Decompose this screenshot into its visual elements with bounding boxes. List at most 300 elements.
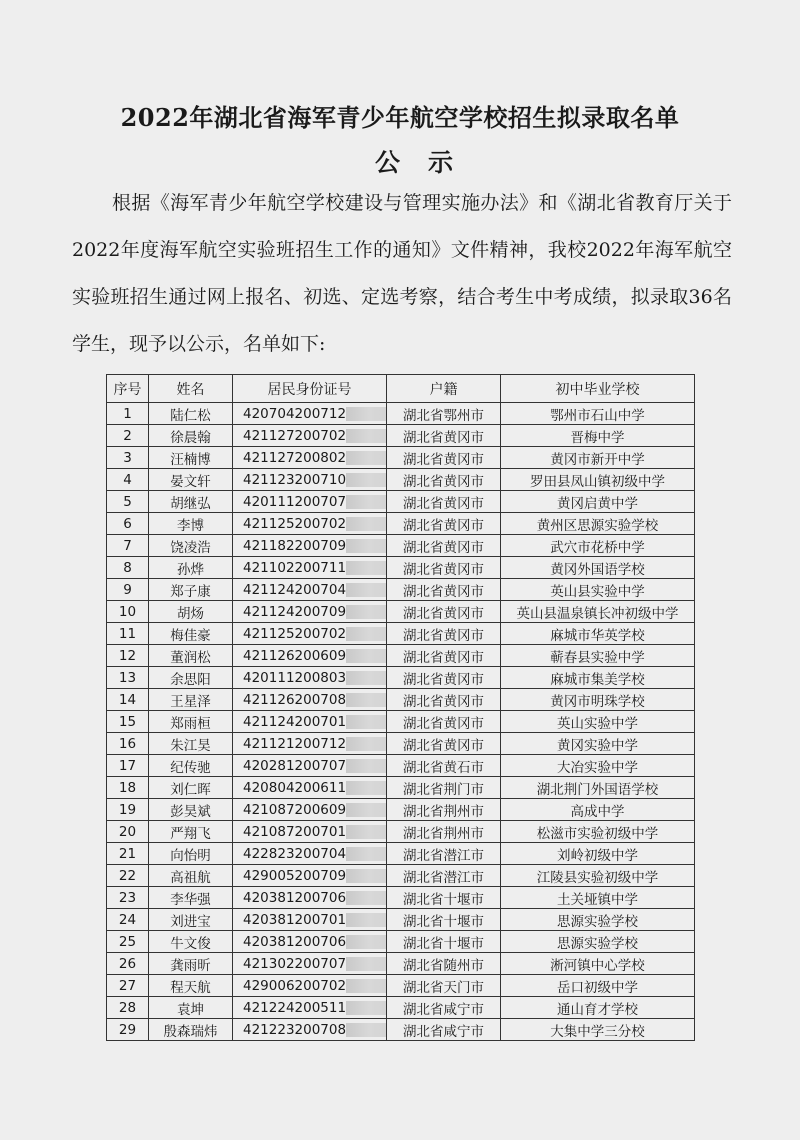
cell-id (233, 821, 387, 843)
cell-no-text: 22 (118, 867, 137, 884)
cell-name (149, 535, 233, 557)
cell-id-text: 420281200707 (243, 757, 347, 774)
cell-name-text: 郑雨桓 (170, 715, 211, 732)
cell-hukou-text: 湖北省黄石市 (403, 759, 484, 776)
redaction-mask (346, 649, 386, 663)
cell-id (233, 1019, 387, 1041)
cell-no-text: 29 (118, 1021, 137, 1038)
cell-id-text: 420381200701 (243, 911, 347, 928)
cell-hukou (387, 579, 501, 601)
cell-hukou-text: 湖北省黄冈市 (403, 473, 484, 490)
redaction-mask (346, 979, 386, 993)
cell-id (233, 887, 387, 909)
cell-no-text: 8 (123, 559, 132, 576)
cell-school-text: 淅河镇中心学校 (550, 957, 645, 974)
cell-name (149, 777, 233, 799)
redaction-mask (346, 737, 386, 751)
cell-id (233, 777, 387, 799)
cell-hukou (387, 909, 501, 931)
cell-name (149, 601, 233, 623)
header-no: 序号 (107, 375, 149, 403)
cell-name (149, 623, 233, 645)
cell-hukou-text: 湖北省黄冈市 (403, 561, 484, 578)
cell-hukou (387, 1019, 501, 1041)
cell-no-text: 24 (118, 911, 137, 928)
cell-id (233, 843, 387, 865)
cell-name (149, 491, 233, 513)
cell-no-text: 27 (118, 977, 137, 994)
table-row (107, 755, 695, 777)
table-row (107, 711, 695, 733)
cell-id (233, 403, 387, 425)
cell-no-text: 11 (118, 625, 137, 642)
table-row (107, 865, 695, 887)
cell-id-text: 421123200710 (243, 471, 347, 488)
cell-id (233, 645, 387, 667)
cell-no-text: 21 (118, 845, 137, 862)
cell-id (233, 535, 387, 557)
redaction-mask (346, 1023, 386, 1037)
cell-hukou-text: 湖北省十堰市 (403, 891, 484, 908)
redaction-mask (346, 517, 386, 531)
table-row (107, 689, 695, 711)
table-row (107, 887, 695, 909)
table-row (107, 667, 695, 689)
cell-id-text: 421102200711 (243, 559, 347, 576)
cell-id (233, 491, 387, 513)
cell-no-text: 25 (118, 933, 137, 950)
cell-no-text: 18 (118, 779, 137, 796)
cell-id-text: 421126200708 (243, 691, 347, 708)
cell-hukou (387, 975, 501, 997)
cell-no-text: 23 (118, 889, 137, 906)
cell-no (107, 535, 149, 557)
cell-school (501, 909, 695, 931)
table-row (107, 733, 695, 755)
cell-school-text: 刘岭初级中学 (557, 847, 638, 864)
cell-name-text: 高祖航 (170, 869, 211, 886)
cell-name-text: 陆仁松 (170, 407, 211, 424)
cell-hukou-text: 湖北省黄冈市 (403, 649, 484, 666)
cell-no (107, 799, 149, 821)
intro-paragraph: 根据《海军青少年航空学校建设与管理实施办法》和《湖北省教育厅关于2022年度海军航空实验班招生工作的通知》文件精神，我校2022年海军航空实验班招生通过网上报名、初选、定选考察，结合考生中考成绩，拟录取36名学生，现予以公示，名单如下: (72, 192, 732, 355)
table-row (107, 909, 695, 931)
cell-name-text: 董润松 (170, 649, 211, 666)
cell-hukou (387, 953, 501, 975)
cell-id-text: 421125200702 (243, 625, 347, 642)
cell-name-text: 胡继弘 (170, 495, 211, 512)
redaction-mask (346, 715, 386, 729)
redaction-mask (346, 693, 386, 707)
cell-school-text: 英山县实验中学 (550, 583, 645, 600)
cell-id-text: 421182200709 (243, 537, 347, 554)
cell-name (149, 931, 233, 953)
cell-no (107, 1019, 149, 1041)
cell-school-text: 蕲春县实验中学 (550, 649, 645, 666)
redaction-mask (346, 847, 386, 861)
cell-name-text: 晏文轩 (170, 473, 211, 490)
cell-no (107, 557, 149, 579)
cell-id (233, 579, 387, 601)
cell-name-text: 胡炀 (177, 605, 204, 622)
cell-hukou-text: 湖北省荆州市 (403, 803, 484, 820)
cell-hukou-text: 湖北省十堰市 (403, 935, 484, 952)
cell-hukou (387, 667, 501, 689)
cell-id-text: 421087200609 (243, 801, 347, 818)
cell-name (149, 865, 233, 887)
cell-name (149, 953, 233, 975)
cell-id-text: 421125200702 (243, 515, 347, 532)
cell-name-text: 徐晨翰 (170, 429, 211, 446)
cell-school-text: 岳口初级中学 (557, 979, 638, 996)
cell-school-text: 英山县温泉镇长冲初级中学 (516, 605, 679, 622)
cell-id (233, 909, 387, 931)
cell-hukou (387, 623, 501, 645)
cell-hukou (387, 689, 501, 711)
cell-no-text: 3 (123, 449, 132, 466)
cell-no (107, 601, 149, 623)
cell-name (149, 557, 233, 579)
cell-hukou (387, 535, 501, 557)
cell-hukou (387, 997, 501, 1019)
cell-school (501, 887, 695, 909)
cell-id-text: 421126200609 (243, 647, 347, 664)
cell-name-text: 严翔飞 (170, 825, 211, 842)
redaction-mask (346, 759, 386, 773)
document-subtitle: 公示 (374, 148, 481, 177)
cell-name (149, 733, 233, 755)
cell-hukou (387, 843, 501, 865)
cell-id (233, 997, 387, 1019)
cell-school (501, 447, 695, 469)
cell-name (149, 645, 233, 667)
cell-id (233, 667, 387, 689)
cell-no-text: 12 (118, 647, 137, 664)
cell-id-text: 421121200712 (243, 735, 347, 752)
cell-no (107, 711, 149, 733)
cell-name (149, 579, 233, 601)
cell-id (233, 689, 387, 711)
cell-school (501, 777, 695, 799)
cell-school (501, 821, 695, 843)
cell-no (107, 975, 149, 997)
redaction-mask (346, 671, 386, 685)
cell-no (107, 843, 149, 865)
cell-id-text: 421124200701 (243, 713, 347, 730)
table-row (107, 1019, 695, 1041)
cell-hukou-text: 湖北省潜江市 (403, 847, 484, 864)
cell-hukou-text: 湖北省黄冈市 (403, 693, 484, 710)
redaction-mask (346, 407, 386, 421)
cell-school (501, 843, 695, 865)
redaction-mask (346, 957, 386, 971)
cell-school-text: 通山育才学校 (557, 1001, 638, 1018)
cell-no (107, 821, 149, 843)
cell-hukou (387, 821, 501, 843)
redaction-mask (346, 451, 386, 465)
cell-school (501, 1019, 695, 1041)
table-row (107, 535, 695, 557)
document-title: 2022年湖北省海军青少年航空学校招生拟录取名单 (120, 103, 680, 132)
cell-name-text: 袁坤 (177, 1001, 204, 1018)
cell-hukou-text: 湖北省咸宁市 (403, 1001, 484, 1018)
cell-no (107, 579, 149, 601)
redaction-mask (346, 583, 386, 597)
cell-hukou-text: 湖北省荆门市 (403, 781, 484, 798)
cell-school (501, 469, 695, 491)
cell-school-text: 罗田县凤山镇初级中学 (530, 473, 665, 490)
cell-school (501, 997, 695, 1019)
cell-hukou (387, 403, 501, 425)
cell-school-text: 思源实验学校 (557, 935, 638, 952)
cell-name (149, 799, 233, 821)
cell-school-text: 黄冈实验中学 (557, 737, 638, 754)
cell-hukou (387, 799, 501, 821)
cell-no-text: 20 (118, 823, 137, 840)
table-row (107, 931, 695, 953)
cell-hukou-text: 湖北省黄冈市 (403, 583, 484, 600)
cell-hukou-text: 湖北省黄冈市 (403, 451, 484, 468)
cell-hukou-text: 湖北省黄冈市 (403, 429, 484, 446)
header-name: 姓名 (149, 375, 233, 403)
cell-hukou (387, 513, 501, 535)
cell-hukou-text: 湖北省十堰市 (403, 913, 484, 930)
cell-school (501, 557, 695, 579)
cell-id-text: 421127200802 (243, 449, 347, 466)
cell-id-text: 421224200511 (243, 999, 347, 1016)
cell-id-text: 421087200701 (243, 823, 347, 840)
cell-hukou-text: 湖北省鄂州市 (403, 407, 484, 424)
cell-no-text: 6 (123, 515, 132, 532)
cell-school (501, 579, 695, 601)
cell-id-text: 429005200709 (243, 867, 347, 884)
cell-id-text: 420381200706 (243, 933, 347, 950)
cell-hukou-text: 湖北省咸宁市 (403, 1023, 484, 1040)
cell-name-text: 梅佳豪 (170, 627, 211, 644)
cell-name (149, 667, 233, 689)
cell-name (149, 689, 233, 711)
redaction-mask (346, 825, 386, 839)
cell-name-text: 纪传驰 (170, 759, 211, 776)
cell-name (149, 909, 233, 931)
cell-hukou (387, 557, 501, 579)
cell-school-text: 江陵县实验初级中学 (536, 869, 659, 886)
cell-name-text: 余思阳 (170, 671, 211, 688)
table-header-row (107, 375, 695, 403)
table-row (107, 557, 695, 579)
cell-name-text: 刘仁晖 (170, 781, 211, 798)
cell-name (149, 403, 233, 425)
cell-school-text: 高成中学 (570, 803, 625, 820)
cell-name-text: 彭昊斌 (170, 803, 211, 820)
cell-no-text: 28 (118, 999, 137, 1016)
cell-no-text: 9 (123, 581, 132, 598)
cell-id-text: 422823200704 (243, 845, 347, 862)
table-row (107, 975, 695, 997)
cell-no-text: 4 (123, 471, 132, 488)
cell-id (233, 469, 387, 491)
cell-hukou-text: 湖北省黄冈市 (403, 715, 484, 732)
cell-id (233, 953, 387, 975)
cell-id (233, 513, 387, 535)
cell-no-text: 15 (118, 713, 137, 730)
cell-no-text: 1 (123, 405, 132, 422)
table-row (107, 579, 695, 601)
cell-no (107, 887, 149, 909)
cell-name (149, 1019, 233, 1041)
redaction-mask (346, 803, 386, 817)
cell-no-text: 14 (118, 691, 137, 708)
cell-hukou-text: 湖北省荆州市 (403, 825, 484, 842)
cell-no-text: 17 (118, 757, 137, 774)
cell-school (501, 799, 695, 821)
table-row (107, 997, 695, 1019)
header-id: 居民身份证号 (233, 375, 387, 403)
cell-no-text: 13 (118, 669, 137, 686)
cell-school (501, 667, 695, 689)
cell-name (149, 821, 233, 843)
cell-hukou (387, 887, 501, 909)
cell-school (501, 865, 695, 887)
cell-no (107, 909, 149, 931)
cell-hukou-text: 湖北省黄冈市 (403, 737, 484, 754)
cell-hukou (387, 711, 501, 733)
redaction-mask (346, 891, 386, 905)
cell-school-text: 鄂州市石山中学 (550, 407, 645, 424)
cell-no (107, 491, 149, 513)
cell-name (149, 997, 233, 1019)
cell-no-text: 26 (118, 955, 137, 972)
cell-name-text: 殷森瑞炜 (163, 1023, 218, 1040)
cell-no (107, 403, 149, 425)
cell-id (233, 799, 387, 821)
cell-school-text: 麻城市华英学校 (550, 627, 645, 644)
cell-id-text: 420381200706 (243, 889, 347, 906)
cell-no (107, 733, 149, 755)
cell-id (233, 975, 387, 997)
cell-hukou-text: 湖北省黄冈市 (403, 671, 484, 688)
cell-hukou (387, 469, 501, 491)
cell-hukou-text: 湖北省潜江市 (403, 869, 484, 886)
cell-school-text: 黄州区思源实验学校 (536, 517, 659, 534)
table-row (107, 799, 695, 821)
cell-id (233, 931, 387, 953)
cell-name (149, 447, 233, 469)
cell-id-text: 421127200702 (243, 427, 347, 444)
cell-name-text: 王星泽 (170, 693, 211, 710)
cell-no (107, 755, 149, 777)
cell-school-text: 黄冈市明珠学校 (550, 693, 645, 710)
cell-school-text: 土关垭镇中学 (557, 891, 638, 908)
cell-id (233, 601, 387, 623)
cell-id-text: 429006200702 (243, 977, 347, 994)
table-row (107, 491, 695, 513)
cell-hukou (387, 777, 501, 799)
redaction-mask (346, 781, 386, 795)
cell-no-text: 10 (118, 603, 137, 620)
cell-school (501, 711, 695, 733)
cell-no (107, 513, 149, 535)
cell-no (107, 865, 149, 887)
cell-hukou (387, 865, 501, 887)
cell-name-text: 汪楠博 (170, 451, 211, 468)
cell-hukou (387, 447, 501, 469)
cell-no (107, 667, 149, 689)
table-row (107, 425, 695, 447)
cell-name (149, 755, 233, 777)
cell-school-text: 松滋市实验初级中学 (536, 825, 659, 842)
table-row (107, 601, 695, 623)
cell-school-text: 黄冈市新开中学 (550, 451, 645, 468)
cell-school (501, 931, 695, 953)
cell-id (233, 733, 387, 755)
table-row (107, 469, 695, 491)
cell-school (501, 403, 695, 425)
cell-id-text: 421124200709 (243, 603, 347, 620)
redaction-mask (346, 539, 386, 553)
cell-school-text: 黄冈启黄中学 (557, 495, 638, 512)
table-row (107, 821, 695, 843)
cell-name (149, 711, 233, 733)
cell-school (501, 425, 695, 447)
cell-id-text: 420704200712 (243, 405, 347, 422)
table-row (107, 843, 695, 865)
cell-school-text: 晋梅中学 (570, 429, 625, 446)
redaction-mask (346, 495, 386, 509)
cell-id (233, 447, 387, 469)
cell-name-text: 李华强 (170, 891, 211, 908)
cell-name (149, 887, 233, 909)
cell-school-text: 大冶实验中学 (557, 759, 638, 776)
redaction-mask (346, 913, 386, 927)
cell-school-text: 黄冈外国语学校 (550, 561, 645, 578)
cell-name (149, 513, 233, 535)
cell-name-text: 龚雨昕 (170, 957, 211, 974)
cell-no (107, 777, 149, 799)
cell-no (107, 931, 149, 953)
cell-school-text: 大集中学三分校 (550, 1023, 645, 1040)
cell-no (107, 623, 149, 645)
cell-no (107, 997, 149, 1019)
redaction-mask (346, 627, 386, 641)
cell-id (233, 623, 387, 645)
cell-no-text: 5 (123, 493, 132, 510)
cell-id-text: 421302200707 (243, 955, 347, 972)
cell-hukou-text: 湖北省黄冈市 (403, 605, 484, 622)
cell-name (149, 425, 233, 447)
cell-hukou (387, 601, 501, 623)
redaction-mask (346, 473, 386, 487)
cell-hukou (387, 491, 501, 513)
table-row (107, 403, 695, 425)
redaction-mask (346, 1001, 386, 1015)
redaction-mask (346, 869, 386, 883)
cell-school (501, 535, 695, 557)
cell-no (107, 953, 149, 975)
table-row (107, 513, 695, 535)
cell-name-text: 牛文俊 (170, 935, 211, 952)
cell-name-text: 朱江昊 (170, 737, 211, 754)
cell-hukou (387, 645, 501, 667)
cell-school (501, 601, 695, 623)
cell-school (501, 755, 695, 777)
cell-school (501, 491, 695, 513)
cell-id (233, 425, 387, 447)
cell-hukou (387, 733, 501, 755)
cell-school (501, 953, 695, 975)
cell-school-text: 麻城市集美学校 (550, 671, 645, 688)
cell-school (501, 645, 695, 667)
